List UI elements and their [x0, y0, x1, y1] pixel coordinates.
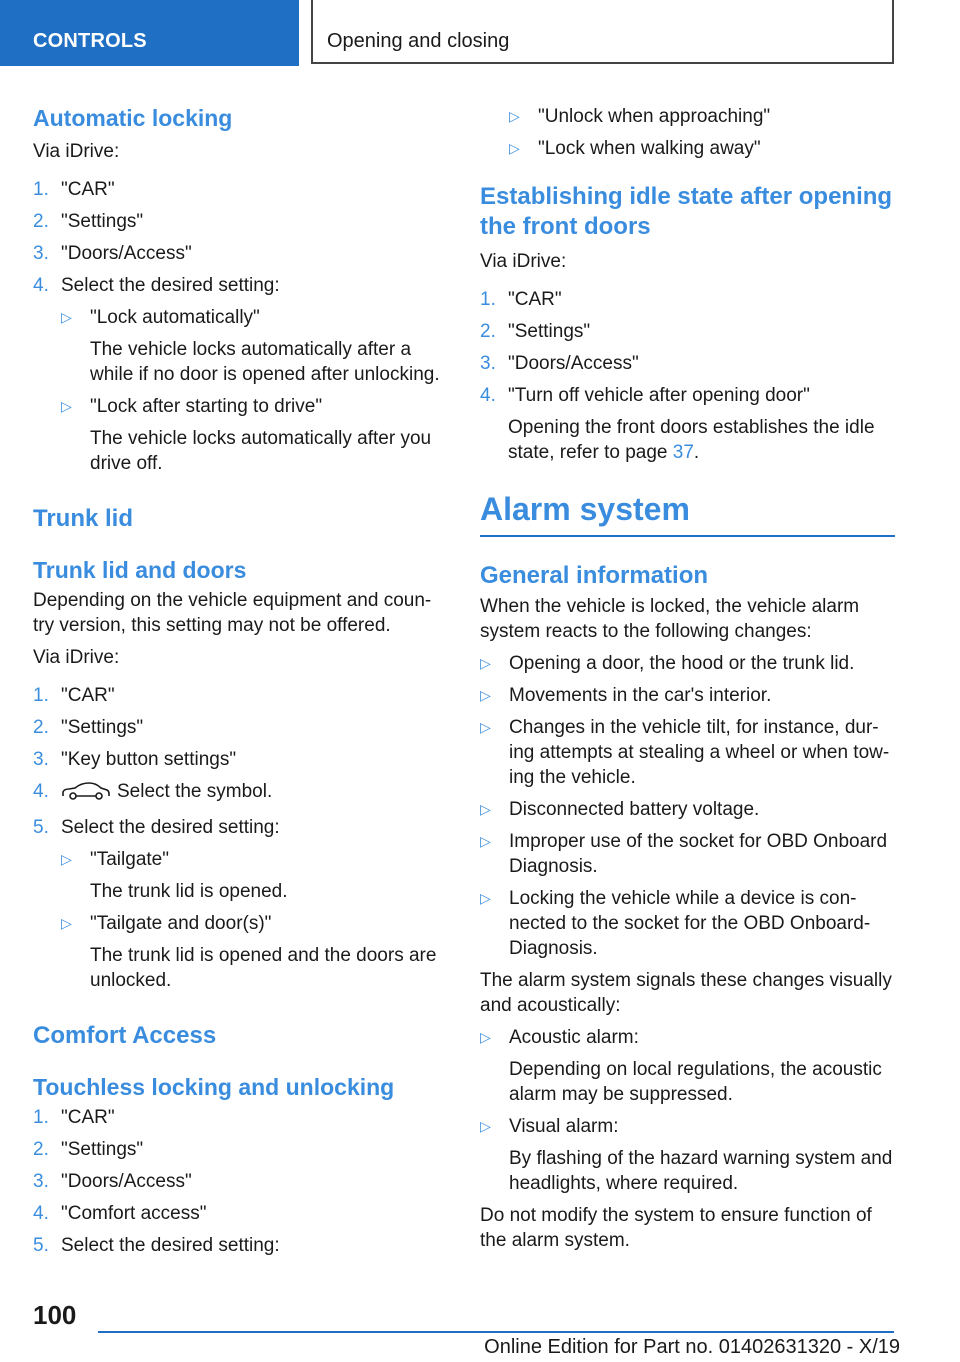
signal-label: Visual alarm:	[509, 1116, 619, 1137]
triangle-bullet-icon: ▷	[61, 851, 72, 867]
change-text: Improper use of the socket for OBD Onboard Diagnosis.	[509, 831, 888, 877]
triangle-bullet-icon: ▷	[480, 655, 491, 671]
option-label: "Tailgate and door(s)"	[90, 913, 272, 934]
list-item	[33, 1105, 443, 1130]
change-text: Locking the vehicle while a device is con‐nected to the socket for the OBD Onboard-Diagnosis.	[509, 888, 871, 959]
via-idrive: Via iDrive:	[33, 647, 120, 668]
list-item	[33, 1233, 443, 1258]
list-item	[33, 747, 443, 772]
list-item	[33, 683, 443, 708]
step-number: 4.	[33, 781, 49, 802]
page-reference-link[interactable]: 37	[672, 442, 694, 463]
list-item	[480, 351, 895, 376]
triangle-bullet-icon: ▷	[61, 915, 72, 931]
list-item	[480, 1114, 895, 1196]
step-text: Select the desired setting:	[61, 817, 280, 838]
option-label: "Lock when walking away"	[538, 138, 761, 159]
step-text: Select the desired setting:	[61, 1235, 280, 1256]
footer-divider	[98, 1331, 894, 1333]
step-number: 3.	[33, 243, 49, 264]
signal-description: By flashing of the hazard warning system and headlights, where required.	[509, 1148, 893, 1194]
comfort-options	[509, 104, 895, 161]
left-column	[33, 100, 443, 1258]
list-item	[480, 797, 895, 822]
option-label: "Lock automatically"	[90, 307, 260, 328]
list-item	[480, 683, 895, 708]
change-text: Disconnected battery voltage.	[509, 799, 760, 820]
chapter-tab	[311, 0, 894, 64]
option-label: "Tailgate"	[90, 849, 169, 870]
footer-edition: Online Edition for Part no. 01402631320 - X/19	[484, 1336, 900, 1358]
list-item	[33, 241, 443, 266]
list-item	[480, 383, 895, 465]
step-text: "Settings"	[61, 717, 144, 738]
triangle-bullet-icon: ▷	[480, 1118, 491, 1134]
page-number: 100	[33, 1300, 77, 1330]
change-text: Changes in the vehicle tilt, for instance, dur‐ing attempts at stealing a wheel or when tow‐ing the vehicle.	[509, 717, 890, 788]
change-text: Opening a door, the hood or the trunk lid.	[509, 653, 855, 674]
list-item	[33, 1201, 443, 1226]
trunk-steps	[33, 683, 443, 840]
step-text: "CAR"	[508, 289, 562, 310]
step-text: "CAR"	[61, 179, 115, 200]
section-tab	[0, 0, 299, 66]
triangle-bullet-icon: ▷	[480, 890, 491, 906]
chapter-label: Opening and closing	[327, 30, 510, 52]
list-item	[480, 1025, 895, 1107]
signal-description: Depending on local regulations, the acoustic alarm may be suppressed.	[509, 1059, 882, 1105]
step-number: 4.	[33, 275, 49, 296]
alarm-signals	[480, 1025, 895, 1196]
triangle-bullet-icon: ▷	[480, 801, 491, 817]
comfort-steps	[33, 1105, 443, 1258]
car-symbol-icon	[61, 781, 111, 808]
heading-trunk-lid: Trunk lid	[33, 505, 134, 532]
step-number: 1.	[33, 1107, 49, 1128]
alarm-signals-intro: The alarm system signals these changes visually and acoustically:	[480, 970, 892, 1016]
step-text: "Comfort access"	[61, 1203, 207, 1224]
heading-idle-state: Establishing idle state after opening the front doors	[480, 183, 893, 240]
heading-comfort-access: Comfort Access	[33, 1022, 217, 1049]
option-description: The trunk lid is opened and the doors are unlocked.	[90, 945, 437, 991]
step-number: 4.	[33, 1203, 49, 1224]
list-item	[509, 104, 895, 129]
list-item	[61, 305, 443, 387]
list-item	[480, 287, 895, 312]
list-item	[33, 779, 443, 808]
via-idrive: Via iDrive:	[33, 141, 120, 162]
step-text: "Doors/Access"	[508, 353, 639, 374]
list-item	[61, 394, 443, 476]
step-number: 1.	[33, 685, 49, 706]
heading-alarm-system: Alarm system	[480, 489, 895, 537]
step-number: 5.	[33, 1235, 49, 1256]
list-item	[480, 319, 895, 344]
step-text: "Doors/Access"	[61, 243, 192, 264]
triangle-bullet-icon: ▷	[480, 719, 491, 735]
triangle-bullet-icon: ▷	[509, 140, 520, 156]
triangle-bullet-icon: ▷	[480, 833, 491, 849]
auto-locking-options	[61, 305, 443, 476]
via-idrive: Via iDrive:	[480, 251, 567, 272]
step-number: 4.	[480, 385, 496, 406]
option-label: "Lock after starting to drive"	[90, 396, 323, 417]
option-description: The vehicle locks automatically after a while if no door is opened after unlocking.	[90, 339, 440, 385]
triangle-bullet-icon: ▷	[480, 687, 491, 703]
idle-note-text: Opening the front doors establishes the idle state, refer to page	[508, 417, 875, 463]
list-item	[33, 815, 443, 840]
step-number: 2.	[480, 321, 496, 342]
list-item	[33, 273, 443, 298]
step-text: "Key button settings"	[61, 749, 237, 770]
heading-automatic-locking: Automatic locking	[33, 105, 233, 131]
list-item	[33, 1169, 443, 1194]
step-number: 1.	[480, 289, 496, 310]
list-item	[480, 886, 895, 961]
section-label: CONTROLS	[33, 30, 147, 52]
step-text: "Settings"	[61, 1139, 144, 1160]
subheading-touchless: Touchless locking and unlocking	[33, 1074, 395, 1100]
list-item	[33, 209, 443, 234]
list-item	[33, 1137, 443, 1162]
step-number: 3.	[33, 749, 49, 770]
right-column	[480, 104, 895, 1253]
option-label: "Unlock when approaching"	[538, 106, 771, 127]
step-number: 1.	[33, 179, 49, 200]
step-number: 3.	[33, 1171, 49, 1192]
step-number: 3.	[480, 353, 496, 374]
triangle-bullet-icon: ▷	[509, 108, 520, 124]
option-description: The trunk lid is opened.	[90, 881, 288, 902]
step-number: 2.	[33, 211, 49, 232]
list-item	[480, 829, 895, 879]
step-text: "Turn off vehicle after opening door"	[508, 385, 810, 406]
list-item	[480, 715, 895, 790]
trunk-options	[61, 847, 443, 993]
step-text: "Doors/Access"	[61, 1171, 192, 1192]
step-text: Select the symbol.	[117, 781, 273, 802]
triangle-bullet-icon: ▷	[61, 398, 72, 414]
step-number: 5.	[33, 817, 49, 838]
step-number: 2.	[33, 717, 49, 738]
subheading-trunk-lid-doors: Trunk lid and doors	[33, 557, 247, 583]
alarm-closing: Do not modify the system to ensure function of the alarm system.	[480, 1205, 872, 1251]
step-text: "Settings"	[508, 321, 591, 342]
step-text: "Settings"	[61, 211, 144, 232]
list-item	[480, 651, 895, 676]
step-text: Select the desired setting:	[61, 275, 280, 296]
change-text: Movements in the car's interior.	[509, 685, 772, 706]
list-item	[61, 911, 443, 993]
auto-locking-steps	[33, 177, 443, 298]
idle-steps	[480, 287, 895, 465]
subheading-general-information: General information	[480, 562, 709, 589]
option-description: The vehicle locks automatically after you drive off.	[90, 428, 432, 474]
signal-label: Acoustic alarm:	[509, 1027, 639, 1048]
alarm-changes	[480, 651, 895, 961]
step-text: "CAR"	[61, 685, 115, 706]
triangle-bullet-icon: ▷	[480, 1029, 491, 1045]
list-item	[33, 715, 443, 740]
idle-note	[508, 415, 895, 465]
step-text: "CAR"	[61, 1107, 115, 1128]
alarm-intro: When the vehicle is locked, the vehicle alarm system reacts to the following changes:	[480, 596, 860, 642]
trunk-intro: Depending on the vehicle equipment and coun‐try version, this setting may not be offered.	[33, 590, 432, 636]
triangle-bullet-icon: ▷	[61, 309, 72, 325]
step-number: 2.	[33, 1139, 49, 1160]
list-item	[33, 177, 443, 202]
idle-note-end: .	[693, 442, 700, 463]
list-item	[509, 136, 895, 161]
list-item	[61, 847, 443, 904]
